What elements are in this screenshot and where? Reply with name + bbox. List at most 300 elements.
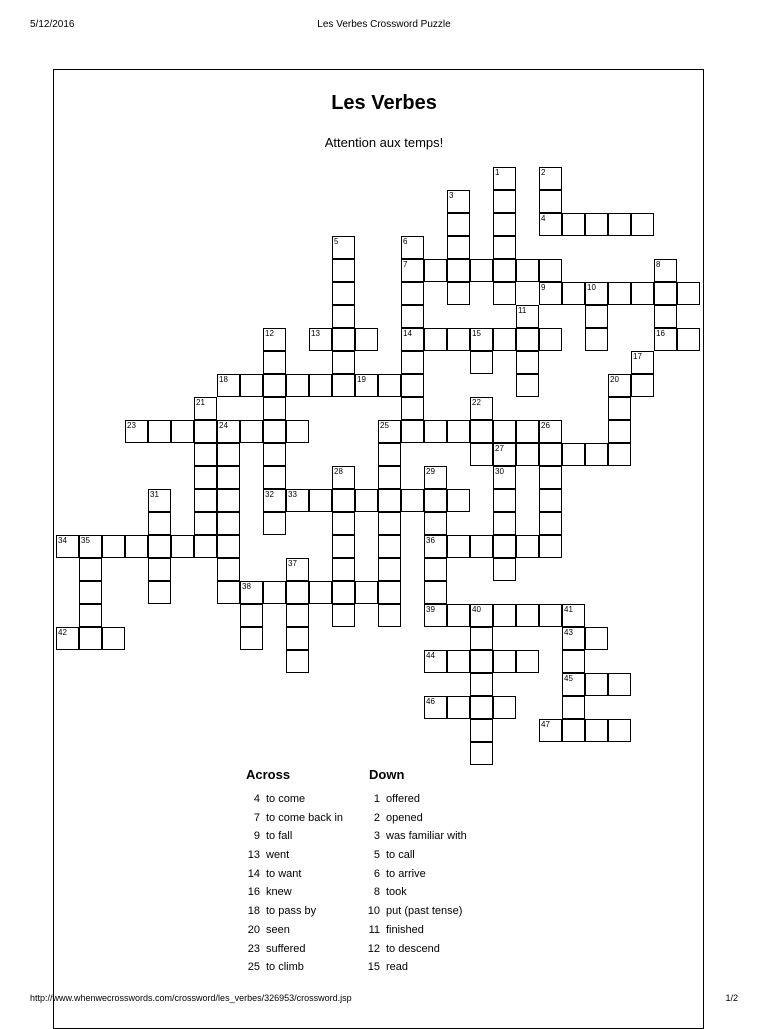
grid-cell[interactable]: [332, 305, 355, 328]
grid-cell[interactable]: [332, 489, 355, 512]
grid-cell[interactable]: [355, 328, 378, 351]
clue-text: to climb: [266, 961, 304, 974]
grid-cell[interactable]: [562, 650, 585, 673]
grid-cell[interactable]: [424, 604, 447, 627]
cell-number: 15: [472, 329, 481, 338]
grid-cell[interactable]: [217, 512, 240, 535]
grid-cell[interactable]: [493, 466, 516, 489]
grid-cell[interactable]: [79, 581, 102, 604]
grid-cell[interactable]: [470, 650, 493, 673]
clue-number: 2: [373, 811, 380, 824]
grid-cell[interactable]: [493, 236, 516, 259]
grid-cell[interactable]: [562, 719, 585, 742]
grid-cell[interactable]: [562, 627, 585, 650]
grid-cell[interactable]: [332, 466, 355, 489]
grid-cell[interactable]: [332, 259, 355, 282]
grid-cell[interactable]: [539, 466, 562, 489]
grid-cell[interactable]: [355, 581, 378, 604]
grid-cell[interactable]: [217, 466, 240, 489]
grid-cell[interactable]: [424, 489, 447, 512]
grid-cell[interactable]: [424, 650, 447, 673]
grid-cell[interactable]: [539, 512, 562, 535]
grid-cell[interactable]: [654, 305, 677, 328]
grid-cell[interactable]: [470, 328, 493, 351]
grid-cell[interactable]: [309, 489, 332, 512]
grid-cell[interactable]: [447, 696, 470, 719]
grid-cell[interactable]: [401, 282, 424, 305]
grid-cell[interactable]: [263, 466, 286, 489]
grid-cell[interactable]: [424, 512, 447, 535]
grid-cell[interactable]: [401, 259, 424, 282]
grid-cell[interactable]: [102, 535, 125, 558]
cell-number: 36: [426, 536, 435, 545]
grid-cell[interactable]: [378, 558, 401, 581]
grid-cell[interactable]: [217, 420, 240, 443]
clue-text: suffered: [266, 942, 306, 955]
clue-number: 3: [373, 830, 380, 843]
grid-cell[interactable]: [608, 374, 631, 397]
grid-cell[interactable]: [217, 558, 240, 581]
grid-cell[interactable]: [263, 374, 286, 397]
grid-cell[interactable]: [654, 259, 677, 282]
grid-cell[interactable]: [378, 489, 401, 512]
cell-number: 11: [518, 306, 527, 315]
grid-cell[interactable]: [332, 236, 355, 259]
grid-cell[interactable]: [240, 604, 263, 627]
grid-cell[interactable]: [217, 581, 240, 604]
grid-cell[interactable]: [125, 535, 148, 558]
cell-number: 29: [426, 467, 435, 476]
grid-cell[interactable]: [263, 328, 286, 351]
grid-cell[interactable]: [56, 627, 79, 650]
grid-cell[interactable]: [493, 696, 516, 719]
grid-cell[interactable]: [447, 190, 470, 213]
grid-cell[interactable]: [401, 374, 424, 397]
grid-cell[interactable]: [631, 282, 654, 305]
cell-number: 6: [403, 237, 408, 246]
grid-cell[interactable]: [470, 443, 493, 466]
grid-cell[interactable]: [447, 236, 470, 259]
grid-cell[interactable]: [539, 443, 562, 466]
grid-cell[interactable]: [470, 673, 493, 696]
grid-cell[interactable]: [585, 328, 608, 351]
grid-cell[interactable]: [378, 581, 401, 604]
clue-number: 12: [367, 942, 380, 955]
grid-cell[interactable]: [263, 512, 286, 535]
clue-number: 25: [247, 961, 260, 974]
grid-cell[interactable]: [424, 581, 447, 604]
cell-number: 45: [564, 674, 573, 683]
cell-number: 1: [495, 168, 500, 177]
grid-cell[interactable]: [286, 627, 309, 650]
page-number: 1/2: [725, 993, 738, 1003]
grid-cell[interactable]: [562, 282, 585, 305]
grid-cell[interactable]: [447, 604, 470, 627]
grid-cell[interactable]: [608, 420, 631, 443]
cell-number: 42: [58, 628, 67, 637]
clue-number: 16: [247, 886, 260, 899]
grid-cell[interactable]: [608, 719, 631, 742]
grid-cell[interactable]: [401, 305, 424, 328]
grid-cell[interactable]: [263, 351, 286, 374]
grid-cell[interactable]: [447, 489, 470, 512]
grid-cell[interactable]: [424, 328, 447, 351]
grid-cell[interactable]: [424, 696, 447, 719]
grid-cell[interactable]: [539, 420, 562, 443]
grid-cell[interactable]: [148, 420, 171, 443]
grid-cell[interactable]: [516, 535, 539, 558]
cell-number: 39: [426, 605, 435, 614]
grid-cell[interactable]: [447, 420, 470, 443]
cell-number: 17: [633, 352, 642, 361]
grid-cell[interactable]: [378, 374, 401, 397]
grid-cell[interactable]: [148, 535, 171, 558]
grid-cell[interactable]: [332, 351, 355, 374]
clue-text: took: [386, 886, 407, 899]
grid-cell[interactable]: [447, 650, 470, 673]
cell-number: 31: [150, 490, 159, 499]
grid-cell[interactable]: [286, 604, 309, 627]
clue-text: put (past tense): [386, 905, 463, 918]
grid-cell[interactable]: [585, 627, 608, 650]
grid-cell[interactable]: [516, 328, 539, 351]
grid-cell[interactable]: [263, 443, 286, 466]
clue-text: to call: [386, 849, 415, 862]
clue-number: 7: [253, 811, 260, 824]
puzzle-subtitle: Attention aux temps!: [324, 135, 444, 150]
grid-cell[interactable]: [677, 282, 700, 305]
grid-cell[interactable]: [286, 374, 309, 397]
grid-cell[interactable]: [585, 213, 608, 236]
grid-cell[interactable]: [470, 627, 493, 650]
grid-cell[interactable]: [493, 650, 516, 673]
cell-number: 4: [541, 214, 546, 223]
grid-cell[interactable]: [470, 604, 493, 627]
grid-cell[interactable]: [378, 466, 401, 489]
grid-cell[interactable]: [539, 489, 562, 512]
clue-text: opened: [386, 811, 423, 824]
clue-number: 20: [247, 923, 260, 936]
clue-text: to fall: [266, 830, 293, 843]
across-heading: Across: [246, 767, 291, 782]
grid-cell[interactable]: [332, 374, 355, 397]
grid-cell[interactable]: [539, 282, 562, 305]
cell-number: 34: [58, 536, 67, 545]
cell-number: 14: [403, 329, 412, 338]
grid-cell[interactable]: [493, 167, 516, 190]
grid-cell[interactable]: [263, 397, 286, 420]
grid-cell[interactable]: [608, 282, 631, 305]
grid-cell[interactable]: [470, 259, 493, 282]
grid-cell[interactable]: [332, 558, 355, 581]
grid-cell[interactable]: [493, 213, 516, 236]
print-title: Les Verbes Crossword Puzzle: [317, 19, 451, 30]
grid-cell[interactable]: [677, 328, 700, 351]
clue-text: was familiar with: [386, 830, 467, 843]
clue-text: finished: [386, 923, 424, 936]
grid-cell[interactable]: [493, 282, 516, 305]
grid-cell[interactable]: [194, 420, 217, 443]
grid-cell[interactable]: [447, 535, 470, 558]
cell-number: 37: [288, 559, 297, 568]
grid-cell[interactable]: [447, 282, 470, 305]
grid-cell[interactable]: [217, 443, 240, 466]
clue-text: to come back in: [266, 811, 344, 824]
grid-cell[interactable]: [79, 627, 102, 650]
grid-cell[interactable]: [355, 489, 378, 512]
grid-cell[interactable]: [217, 535, 240, 558]
grid-cell[interactable]: [194, 466, 217, 489]
grid-cell[interactable]: [125, 420, 148, 443]
clue-text: read: [386, 961, 409, 974]
grid-cell[interactable]: [355, 374, 378, 397]
grid-cell[interactable]: [332, 581, 355, 604]
grid-cell[interactable]: [378, 443, 401, 466]
grid-cell[interactable]: [470, 420, 493, 443]
grid-cell[interactable]: [332, 328, 355, 351]
grid-cell[interactable]: [240, 374, 263, 397]
grid-cell[interactable]: [493, 489, 516, 512]
grid-cell[interactable]: [539, 259, 562, 282]
grid-cell[interactable]: [447, 328, 470, 351]
grid-cell[interactable]: [79, 604, 102, 627]
grid-cell[interactable]: [148, 558, 171, 581]
grid-cell[interactable]: [194, 443, 217, 466]
grid-cell[interactable]: [493, 259, 516, 282]
clue-number: 9: [253, 830, 260, 843]
grid-cell[interactable]: [286, 581, 309, 604]
cell-number: 13: [311, 329, 320, 338]
grid-cell[interactable]: [263, 581, 286, 604]
grid-cell[interactable]: [378, 535, 401, 558]
grid-cell[interactable]: [539, 604, 562, 627]
grid-cell[interactable]: [56, 535, 79, 558]
grid-cell[interactable]: [470, 719, 493, 742]
grid-cell[interactable]: [470, 696, 493, 719]
grid-cell[interactable]: [585, 282, 608, 305]
grid-cell[interactable]: [539, 190, 562, 213]
grid-cell[interactable]: [378, 604, 401, 627]
grid-cell[interactable]: [424, 466, 447, 489]
grid-cell[interactable]: [194, 397, 217, 420]
grid-cell[interactable]: [562, 604, 585, 627]
cell-number: 43: [564, 628, 573, 637]
clue-number: 13: [247, 849, 260, 862]
grid-cell[interactable]: [516, 259, 539, 282]
grid-cell[interactable]: [516, 443, 539, 466]
grid-cell[interactable]: [470, 351, 493, 374]
cell-number: 19: [357, 375, 366, 384]
grid-cell[interactable]: [286, 420, 309, 443]
grid-cell[interactable]: [493, 328, 516, 351]
cell-number: 8: [656, 260, 661, 269]
clue-number: 8: [373, 886, 380, 899]
grid-cell[interactable]: [286, 558, 309, 581]
grid-cell[interactable]: [148, 489, 171, 512]
grid-cell[interactable]: [447, 259, 470, 282]
grid-cell[interactable]: [401, 397, 424, 420]
clue-text: knew: [266, 886, 292, 899]
clue-number: 10: [367, 905, 380, 918]
grid-cell[interactable]: [516, 420, 539, 443]
grid-cell[interactable]: [539, 535, 562, 558]
grid-cell[interactable]: [332, 282, 355, 305]
grid-cell[interactable]: [585, 673, 608, 696]
cell-number: 7: [403, 260, 408, 269]
cell-number: 25: [380, 421, 389, 430]
cell-number: 46: [426, 697, 435, 706]
clue-number: 18: [247, 905, 260, 918]
grid-cell[interactable]: [447, 213, 470, 236]
grid-cell[interactable]: [171, 535, 194, 558]
clue-number: 15: [367, 961, 380, 974]
cell-number: 5: [334, 237, 339, 246]
grid-cell[interactable]: [516, 374, 539, 397]
grid-cell[interactable]: [562, 673, 585, 696]
cell-number: 10: [587, 283, 596, 292]
grid-cell[interactable]: [378, 512, 401, 535]
grid-cell[interactable]: [240, 627, 263, 650]
grid-cell[interactable]: [332, 512, 355, 535]
grid-cell[interactable]: [516, 650, 539, 673]
grid-cell[interactable]: [608, 397, 631, 420]
grid-cell[interactable]: [309, 374, 332, 397]
grid-cell[interactable]: [401, 489, 424, 512]
grid-cell[interactable]: [493, 443, 516, 466]
cell-number: 20: [610, 375, 619, 384]
grid-cell[interactable]: [631, 213, 654, 236]
cell-number: 41: [564, 605, 573, 614]
grid-cell[interactable]: [194, 535, 217, 558]
grid-cell[interactable]: [424, 259, 447, 282]
grid-cell[interactable]: [493, 190, 516, 213]
grid-cell[interactable]: [401, 420, 424, 443]
grid-cell[interactable]: [401, 236, 424, 259]
grid-cell[interactable]: [493, 604, 516, 627]
grid-cell[interactable]: [470, 535, 493, 558]
cell-number: 23: [127, 421, 136, 430]
clue-number: 1: [373, 793, 380, 805]
cell-number: 3: [449, 191, 454, 200]
grid-cell[interactable]: [539, 328, 562, 351]
grid-cell[interactable]: [217, 489, 240, 512]
grid-cell[interactable]: [171, 420, 194, 443]
grid-cell[interactable]: [516, 604, 539, 627]
down-heading: Down: [369, 767, 405, 782]
grid-cell[interactable]: [332, 604, 355, 627]
grid-cell[interactable]: [493, 558, 516, 581]
grid-cell[interactable]: [194, 489, 217, 512]
clue-text: seen: [266, 923, 290, 936]
clue-number: 14: [247, 867, 260, 880]
grid-cell[interactable]: [493, 420, 516, 443]
grid-cell[interactable]: [539, 167, 562, 190]
grid-cell[interactable]: [539, 213, 562, 236]
cell-number: 32: [265, 490, 274, 499]
puzzle-title: Les Verbes: [331, 92, 437, 114]
grid-cell[interactable]: [401, 328, 424, 351]
grid-cell[interactable]: [608, 213, 631, 236]
print-url: http://www.whenwecrosswords.com/crossword/les_verbes/326953/crossword.jsp: [30, 993, 352, 1003]
clue-number: 4: [253, 793, 260, 805]
grid-cell[interactable]: [424, 535, 447, 558]
grid-cell[interactable]: [286, 489, 309, 512]
grid-cell[interactable]: [332, 535, 355, 558]
grid-cell[interactable]: [263, 489, 286, 512]
grid-cell[interactable]: [148, 581, 171, 604]
grid-cell[interactable]: [608, 673, 631, 696]
clue-text: to descend: [386, 942, 440, 955]
grid-cell[interactable]: [79, 558, 102, 581]
clue-text: to come: [266, 793, 306, 805]
cell-number: 27: [495, 444, 504, 453]
cell-number: 33: [288, 490, 297, 499]
grid-cell[interactable]: [493, 512, 516, 535]
grid-cell[interactable]: [424, 558, 447, 581]
grid-cell[interactable]: [424, 420, 447, 443]
cell-number: 47: [541, 720, 550, 729]
cell-number: 38: [242, 582, 251, 591]
grid-cell[interactable]: [102, 627, 125, 650]
grid-cell[interactable]: [654, 282, 677, 305]
grid-cell[interactable]: [309, 581, 332, 604]
grid-cell[interactable]: [470, 742, 493, 765]
grid-cell[interactable]: [286, 650, 309, 673]
clue-text: to arrive: [386, 867, 426, 880]
cell-number: 44: [426, 651, 435, 660]
grid-cell[interactable]: [516, 305, 539, 328]
grid-cell[interactable]: [608, 443, 631, 466]
cell-number: 24: [219, 421, 228, 430]
grid-cell[interactable]: [562, 443, 585, 466]
clue-number: 11: [368, 923, 380, 936]
print-date: 5/12/2016: [30, 19, 75, 30]
cell-number: 35: [81, 536, 90, 545]
clue-number: 5: [373, 849, 380, 862]
grid-cell[interactable]: [493, 535, 516, 558]
grid-cell[interactable]: [263, 420, 286, 443]
cell-number: 16: [656, 329, 665, 338]
grid-cell[interactable]: [585, 305, 608, 328]
grid-cell[interactable]: [585, 443, 608, 466]
grid-cell[interactable]: [194, 512, 217, 535]
grid-cell[interactable]: [654, 328, 677, 351]
grid-cell[interactable]: [217, 374, 240, 397]
grid-cell[interactable]: [470, 397, 493, 420]
grid-cell[interactable]: [309, 328, 332, 351]
cell-number: 40: [472, 605, 481, 614]
grid-cell[interactable]: [562, 696, 585, 719]
clue-text: to pass by: [266, 905, 317, 918]
grid-cell[interactable]: [240, 420, 263, 443]
cell-number: 22: [472, 398, 481, 407]
cell-number: 12: [265, 329, 274, 338]
cell-number: 2: [541, 168, 546, 177]
grid-cell[interactable]: [585, 719, 608, 742]
grid-cell[interactable]: [631, 351, 654, 374]
grid-cell[interactable]: [79, 535, 102, 558]
grid-cell[interactable]: [378, 420, 401, 443]
grid-cell[interactable]: [631, 374, 654, 397]
grid-cell[interactable]: [240, 581, 263, 604]
grid-cell[interactable]: [562, 213, 585, 236]
cell-number: 21: [196, 398, 205, 407]
grid-cell[interactable]: [516, 351, 539, 374]
grid-cell[interactable]: [539, 719, 562, 742]
clue-text: went: [266, 849, 290, 862]
grid-cell[interactable]: [401, 351, 424, 374]
grid-cell[interactable]: [148, 512, 171, 535]
